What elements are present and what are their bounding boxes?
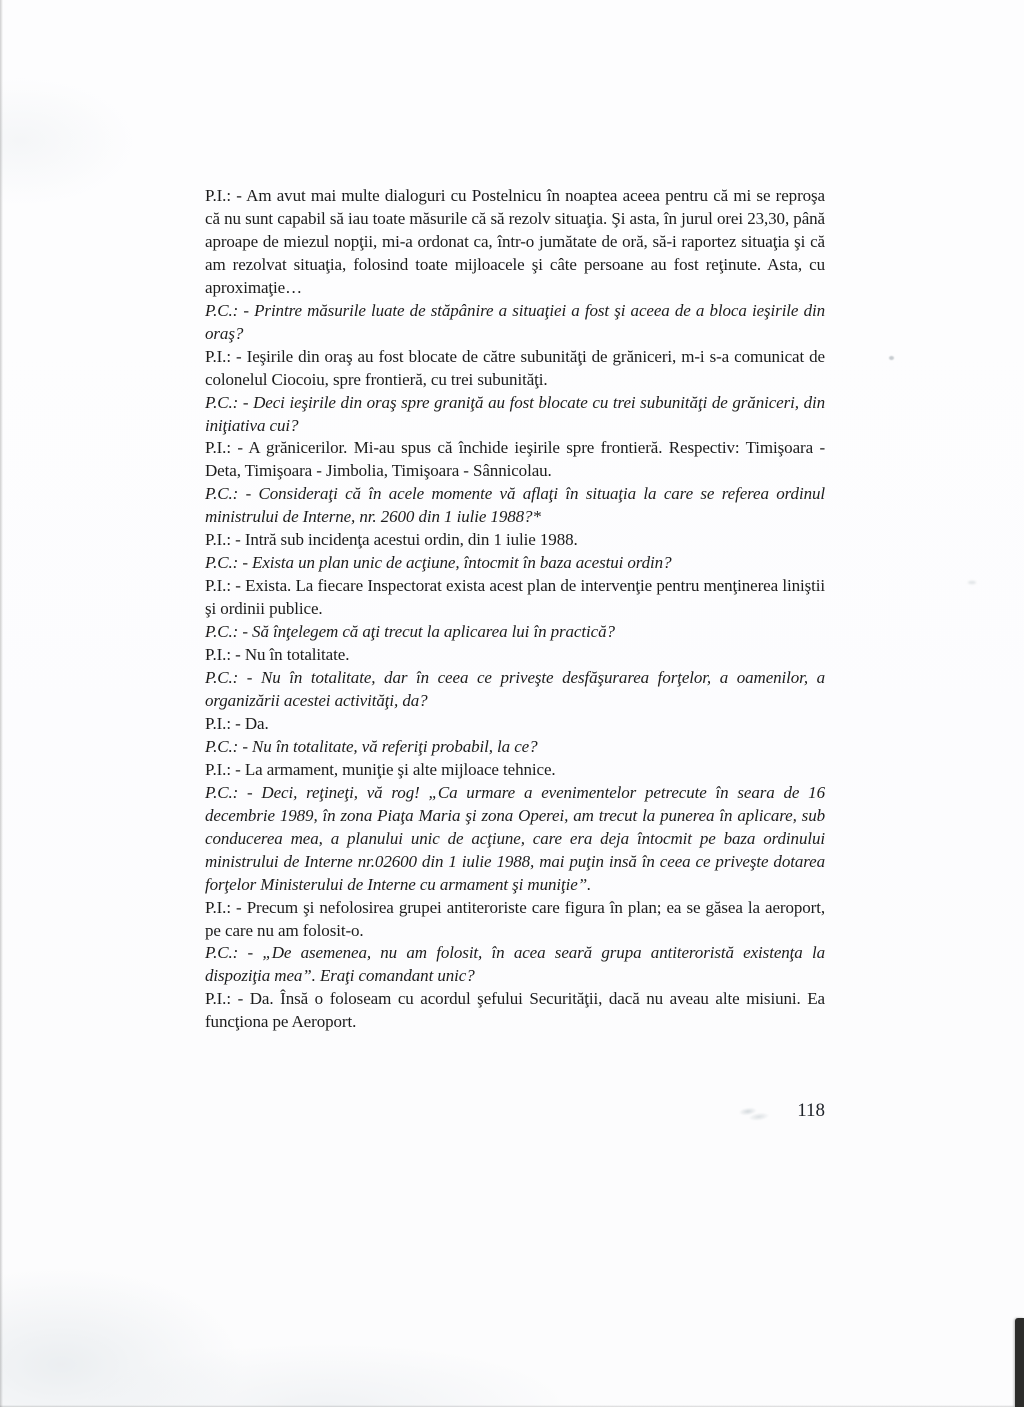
page-number: 118 — [797, 1100, 825, 1121]
scan-edge-shadow-left — [0, 0, 3, 1407]
dialogue-turn: P.I.: - Precum şi nefolosirea grupei antiteroriste care figura în plan; ea se găsea la aeroport, pe care nu am folosit-o. — [205, 897, 825, 940]
dialogue-turn: P.I.: - Da. — [205, 713, 269, 733]
dialogue-turn: P.I.: - La armament, muniţie şi alte mijloace tehnice. — [205, 759, 556, 779]
dialogue-turn: P.C.: - Nu în totalitate, vă referiţi probabil, la ce? — [205, 736, 538, 756]
dialogue-turn: P.I.: - Exista. La fiecare Inspectorat exista acest plan de intervenţie pentru menţinerea liniştii şi ordinii publice. — [205, 576, 825, 619]
dialogue-turn: P.I.: - Am avut mai multe dialoguri cu Postelnicu în noaptea aceea pentru că mi se reproşa că nu sunt capabil să iau toate măsurile că să rezolv situaţia. Şi asta, în jurul orei 23,30, până aproape de miezul nopţii, mi-a ordonat ca, într-o jumătate de oră, să-i raportez situaţia şi că am rezolvat situaţia, folosind toate mijloacele şi câte persoane au fost reţinute. Asta, cu aproximaţie… — [205, 186, 825, 297]
dialogue-turn: P.C.: - Printre măsurile luate de stăpânire a situaţiei a fost şi aceea de a bloca ieşirile din oraş? — [205, 300, 825, 343]
dialogue-turn: P.I.: - Nu în totalitate. — [205, 645, 350, 665]
dialogue-turn: P.C.: - Consideraţi că în acele momente vă aflaţi în situaţia la care se referea ordinul ministrului de Interne, nr. 2600 din 1 iulie 1988?* — [205, 484, 825, 527]
scan-corner-mark — [1015, 1318, 1024, 1407]
dialogue-turn: P.C.: - Exista un plan unic de acţiune, întocmit în baza acestui ordin? — [205, 553, 672, 573]
dialogue-turn: P.I.: - A grănicerilor. Mi-au spus că închide ieşirile spre frontieră. Respectiv: Timişoara - Deta, Timişoara - Jimbolia, Timişoara - Sânnicolau. — [205, 438, 825, 481]
dialogue-turn: P.C.: - Să înţelegem că aţi trecut la aplicarea lui în practică? — [205, 622, 615, 642]
scan-smudge — [889, 356, 894, 360]
dialogue-turn: P.C.: - „De asemenea, nu am folosit, în acea seară grupa antiteroristă existenţa la dispoziţia mea”. Eraţi comandant unic? — [205, 943, 825, 986]
dialogue-turn: P.C.: - Deci, reţineţi, vă rog! „Ca urmare a evenimentelor petrecute în seara de 16 decembrie 1989, în zona Piaţa Maria şi zona Operei, am trecut la punerea în aplicare, sub conducerea mea, a planului unic de acţiune, care era deja întocmit pe baza ordinului ministrului de Interne nr.02600 din 1 iulie 1988, mai puţin insă în ceea ce priveşte dotarea forţelor Ministerului de Interne cu armament şi muniţie”. — [205, 782, 825, 894]
transcript-text-block — [205, 185, 825, 1034]
dialogue-turn: P.C.: - Deci ieşirile din oraş spre graniţă au fost blocate cu trei subunităţi de grăniceri, din iniţiativa cui? — [205, 392, 825, 435]
dialogue-turn: P.I.: - Da. Însă o foloseam cu acordul şefului Securităţii, dacă nu aveau alte misiuni. Ea funcţiona pe Aeroport. — [205, 989, 825, 1032]
scan-smudge — [968, 581, 976, 584]
dialogue-turn: P.I.: - Intră sub incidenţa acestui ordin, din 1 iulie 1988. — [205, 530, 578, 550]
dialogue-turn: P.I.: - Ieşirile din oraş au fost blocate de către subunităţi de grăniceri, m-i s-a comunicat de colonelul Ciocoiu, spre frontieră, cu trei subunităţi. — [205, 346, 825, 389]
dialogue-turn: P.C.: - Nu în totalitate, dar în ceea ce priveşte desfăşurarea forţelor, a oamenilor, a organizării acestei activităţi, da? — [205, 668, 825, 710]
